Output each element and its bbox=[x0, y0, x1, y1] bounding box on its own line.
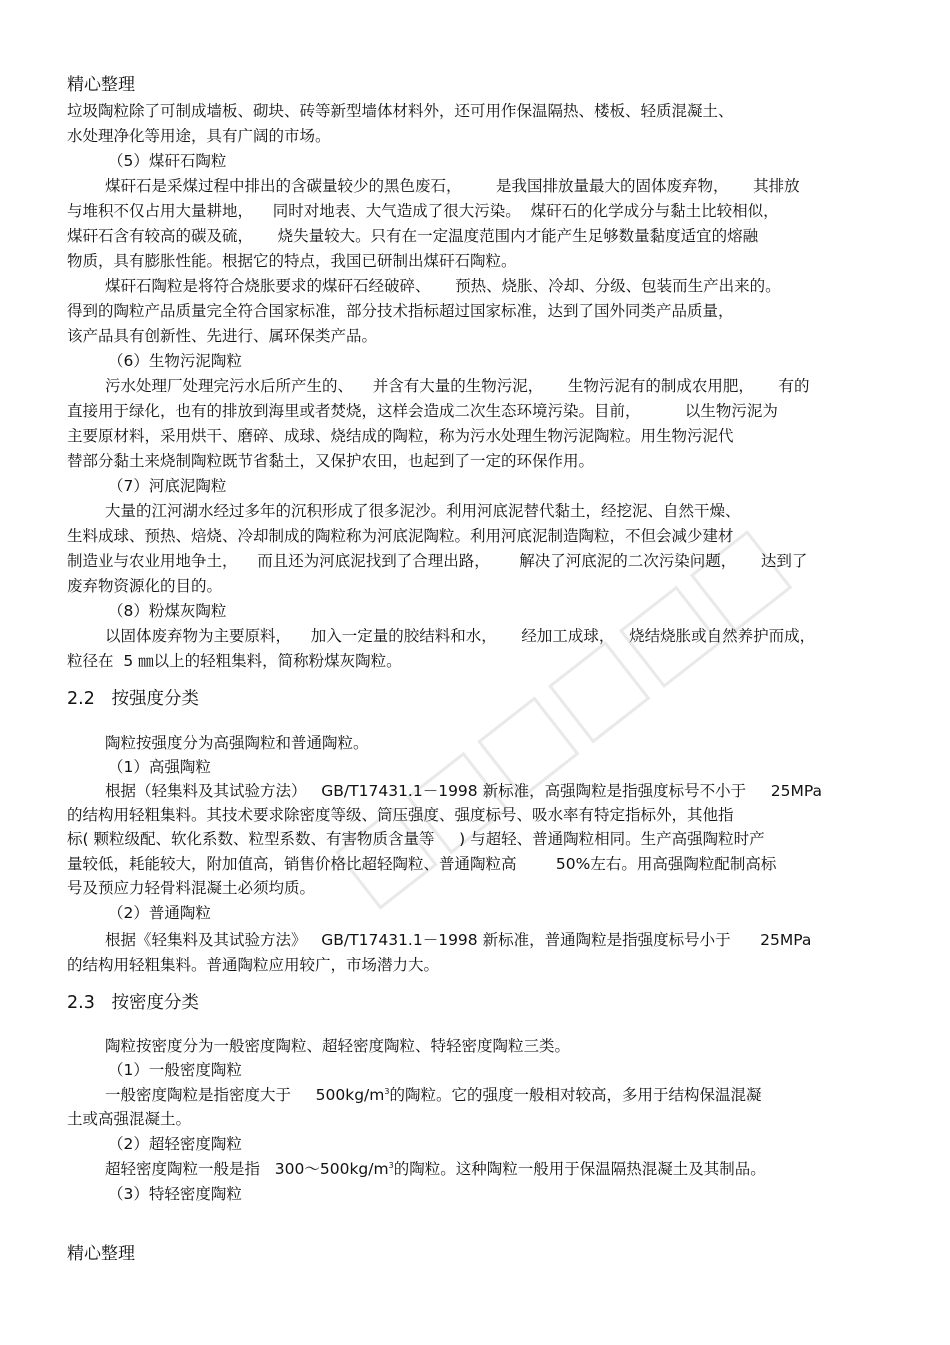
text-line: 根据（轻集料及其试验方法） GB/T17431.1－1998 新标准，高强陶粒是指强度标号不小于 25MPa bbox=[105, 782, 822, 800]
text-line: 以固体废弃物为主要原料， 加入一定量的胶结料和水， 经加工成球， 烧结烧胀或自然养护而成， bbox=[105, 627, 816, 645]
text-segment: 超轻密度陶粒一般是指 300～500kg/m bbox=[105, 1160, 389, 1178]
text-line: 根据《轻集料及其试验方法》 GB/T17431.1－1998 新标准，普通陶粒是指强度标号小于 25MPa bbox=[105, 931, 812, 949]
section-heading-2-3: 2.3 按密度分类 bbox=[67, 993, 200, 1013]
text-line bbox=[105, 1085, 761, 1105]
text-line: 水处理净化等用途，具有广阔的市场。 bbox=[67, 127, 331, 145]
page-footer: 精心整理 bbox=[67, 1244, 135, 1264]
text-line: 标( 颗粒级配、软化系数、粒型系数、有害物质含量等 ) 与超轻、普通陶粒相同。生产高强陶粒时产 bbox=[67, 830, 765, 848]
superscript-3: 3 bbox=[384, 1087, 390, 1096]
text-line: 粒径在 5 ㎜以上的轻粗集料，简称粉煤灰陶粒。 bbox=[67, 652, 402, 670]
subheading-high-strength: （1）高强陶粒 bbox=[108, 758, 211, 776]
text-line: 土或高强混凝土。 bbox=[67, 1110, 192, 1128]
subheading-6: （6）生物污泥陶粒 bbox=[108, 352, 242, 370]
subheading-normal: （2）普通陶粒 bbox=[108, 904, 211, 922]
text-line: 生料成球、预热、焙烧、冷却制成的陶粒称为河底泥陶粒。利用河底泥制造陶粒，不但会减少建材 bbox=[67, 527, 734, 545]
text-line: 直接用于绿化，也有的排放到海里或者焚烧，这样会造成二次生态环境污染。目前， 以生物污泥为 bbox=[67, 402, 778, 420]
subheading-5: （5）煤矸石陶粒 bbox=[108, 152, 227, 170]
text-line: 的结构用轻粗集料。普通陶粒应用较广，市场潜力大。 bbox=[67, 956, 440, 974]
text-line bbox=[105, 1159, 766, 1179]
text-segment: 的陶粒。它的强度一般相对较高，多用于结构保温混凝 bbox=[389, 1086, 762, 1104]
text-line: 煤矸石是采煤过程中排出的含碳量较少的黑色废石， 是我国排放量最大的固体废弃物， 其排放 bbox=[105, 177, 800, 195]
text-segment: 一般密度陶粒是指密度大于 500kg/m bbox=[105, 1086, 385, 1104]
text-line: 与堆积不仅占用大量耕地， 同时对地表、大气造成了很大污染。 煤矸石的化学成分与黏土比较相似， bbox=[67, 202, 779, 220]
section-heading-2-2: 2.2 按强度分类 bbox=[67, 689, 200, 709]
text-line: 垃圾陶粒除了可制成墙板、砌块、砖等新型墙体材料外，还可用作保温隔热、楼板、轻质混凝土、 bbox=[67, 102, 734, 120]
text-line: 制造业与农业用地争土， 而且还为河底泥找到了合理出路， 解决了河底泥的二次污染问题， 达到了 bbox=[67, 552, 808, 570]
text-line: 陶粒按密度分为一般密度陶粒、超轻密度陶粒、特轻密度陶粒三类。 bbox=[105, 1037, 571, 1055]
text-line: 大量的江河湖水经过多年的沉积形成了很多泥沙。利用河底泥替代黏土，经挖泥、自然干燥、 bbox=[105, 502, 741, 520]
text-line: 号及预应力轻骨料混凝土必须均质。 bbox=[67, 879, 316, 897]
text-line: 该产品具有创新性、先进行、属环保类产品。 bbox=[67, 327, 378, 345]
text-line: 替部分黏土来烧制陶粒既节省黏土，又保护农田，也起到了一定的环保作用。 bbox=[67, 452, 595, 470]
page-header: 精心整理 bbox=[67, 75, 135, 95]
subheading-extralight: （3）特轻密度陶粒 bbox=[108, 1185, 242, 1203]
superscript-3: 3 bbox=[388, 1161, 394, 1170]
subheading-general-density: （1）一般密度陶粒 bbox=[108, 1061, 242, 1079]
text-segment: 的陶粒。这种陶粒一般用于保温隔热混凝土及其制品。 bbox=[393, 1160, 766, 1178]
text-line: 废弃物资源化的目的。 bbox=[67, 577, 223, 595]
text-line: 主要原材料，采用烘干、磨碎、成球、烧结成的陶粒，称为污水处理生物污泥陶粒。用生物污泥代 bbox=[67, 427, 734, 445]
subheading-8: （8）粉煤灰陶粒 bbox=[108, 602, 227, 620]
text-line: 煤矸石含有较高的碳及硫， 烧失量较大。只有在一定温度范围内才能产生足够数量黏度适宜的熔融 bbox=[67, 227, 759, 245]
text-line: 污水处理厂处理完污水后所产生的、 并含有大量的生物污泥， 生物污泥有的制成农用肥， 有的 bbox=[105, 377, 810, 395]
text-line: 的结构用轻粗集料。其技术要求除密度等级、筒压强度、强度标号、吸水率有特定指标外，其他指 bbox=[67, 806, 734, 824]
subheading-7: （7）河底泥陶粒 bbox=[108, 477, 227, 495]
text-line: 得到的陶粒产品质量完全符合国家标准，部分技术指标超过国家标准，达到了国外同类产品质量， bbox=[67, 302, 734, 320]
text-line: 陶粒按强度分为高强陶粒和普通陶粒。 bbox=[105, 734, 369, 752]
text-line: 煤矸石陶粒是将符合烧胀要求的煤矸石经破碎、 预热、烧胀、冷却、分级、包装而生产出来的。 bbox=[105, 277, 781, 295]
text-line: 物质，具有膨胀性能。根据它的特点，我国已研制出煤矸石陶粒。 bbox=[67, 252, 517, 270]
text-line: 量较低，耗能较大，附加值高，销售价格比超轻陶粒、普通陶粒高 50%左右。用高强陶粒配制高标 bbox=[67, 855, 777, 873]
subheading-ultralight: （2）超轻密度陶粒 bbox=[108, 1135, 242, 1153]
